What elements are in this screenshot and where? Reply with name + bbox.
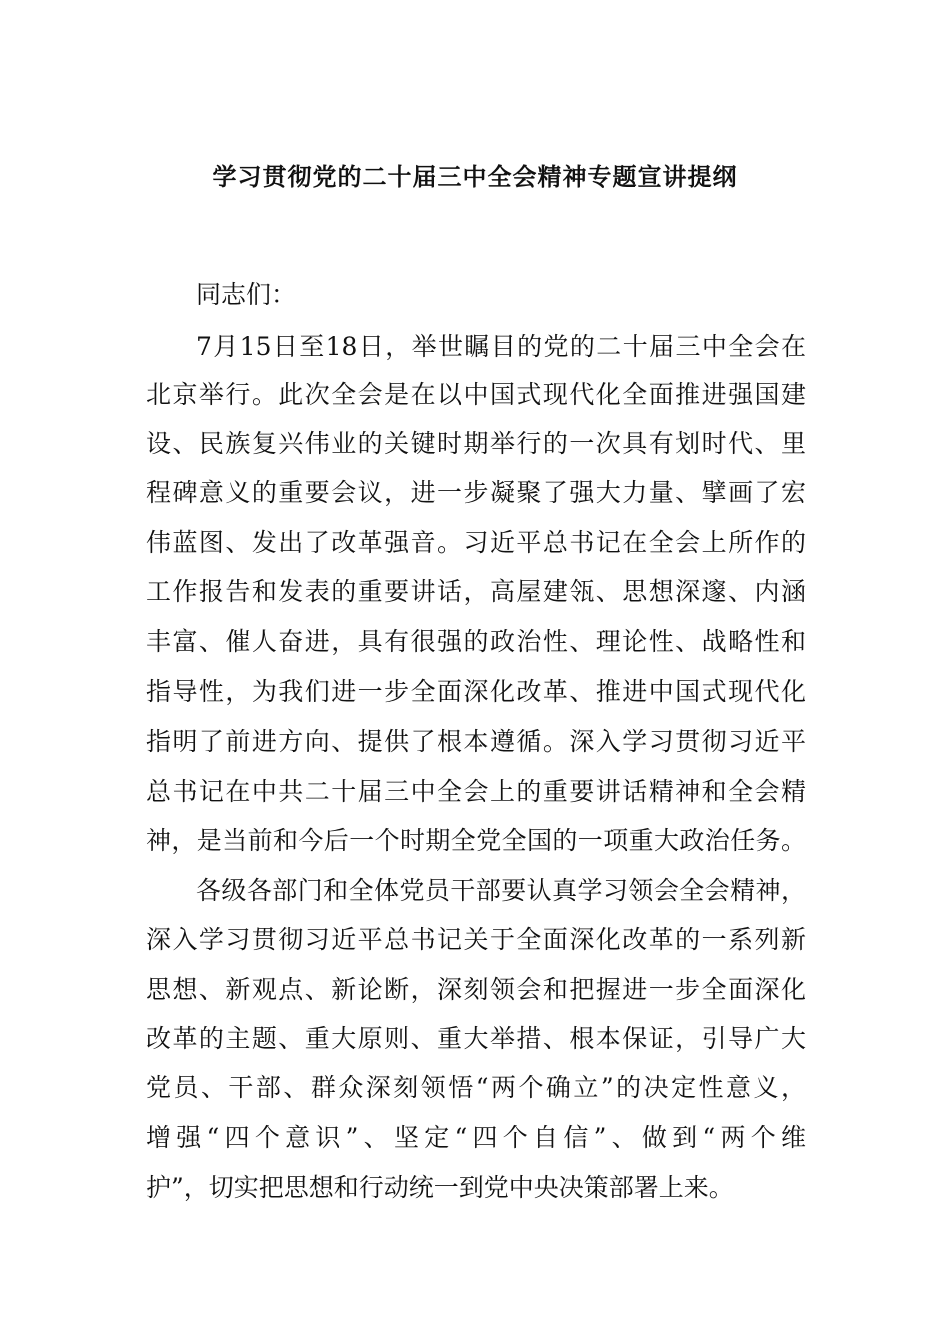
paragraph1-line: 7月15日至18日，举世瞩目的党的二十届三中全会在: [196, 332, 806, 361]
paragraph1-line: 指明了前进方向、提供了根本遵循。深入学习贯彻习近平: [146, 727, 806, 756]
paragraph2-line: 党员、干部、群众深刻领悟“两个确立”的决定性意义，: [146, 1073, 806, 1102]
paragraph1-line: 北京举行。此次全会是在以中国式现代化全面推进强国建: [146, 380, 806, 409]
greeting: 同志们：: [196, 280, 297, 309]
paragraph1-line: 神，是当前和今后一个时期全党全国的一项重大政治任务。: [146, 826, 806, 855]
document-title: 学习贯彻党的二十届三中全会精神专题宣讲提纲: [212, 163, 738, 191]
paragraph1-line: 丰富、催人奋进，具有很强的政治性、理论性、战略性和: [146, 627, 806, 656]
paragraph1-line: 总书记在中共二十届三中全会上的重要讲话精神和全会精: [146, 777, 806, 806]
paragraph2-line: 各级各部门和全体党员干部要认真学习领会全会精神，: [196, 876, 806, 905]
paragraph1-line: 工作报告和发表的重要讲话，高屋建瓴、思想深邃、内涵: [146, 577, 806, 606]
paragraph2-line: 思想、新观点、新论断，深刻领会和把握进一步全面深化: [146, 975, 806, 1004]
paragraph2-line: 深入学习贯彻习近平总书记关于全面深化改革的一系列新: [146, 925, 806, 954]
paragraph1-line: 设、民族复兴伟业的关键时期举行的一次具有划时代、里: [146, 429, 806, 458]
paragraph1-line: 程碑意义的重要会议，进一步凝聚了强大力量、擘画了宏: [146, 478, 806, 507]
paragraph1-line: 伟蓝图、发出了改革强音。习近平总书记在全会上所作的: [146, 528, 806, 557]
paragraph2-line: 增强“四个意识”、坚定“四个自信”、做到“两个维: [146, 1123, 806, 1152]
paragraph1-line: 指导性，为我们进一步全面深化改革、推进中国式现代化: [146, 677, 806, 706]
paragraph2-line: 改革的主题、重大原则、重大举措、根本保证，引导广大: [146, 1024, 806, 1053]
paragraph2-line: 护”，切实把思想和行动统一到党中央决策部署上来。: [146, 1173, 734, 1202]
